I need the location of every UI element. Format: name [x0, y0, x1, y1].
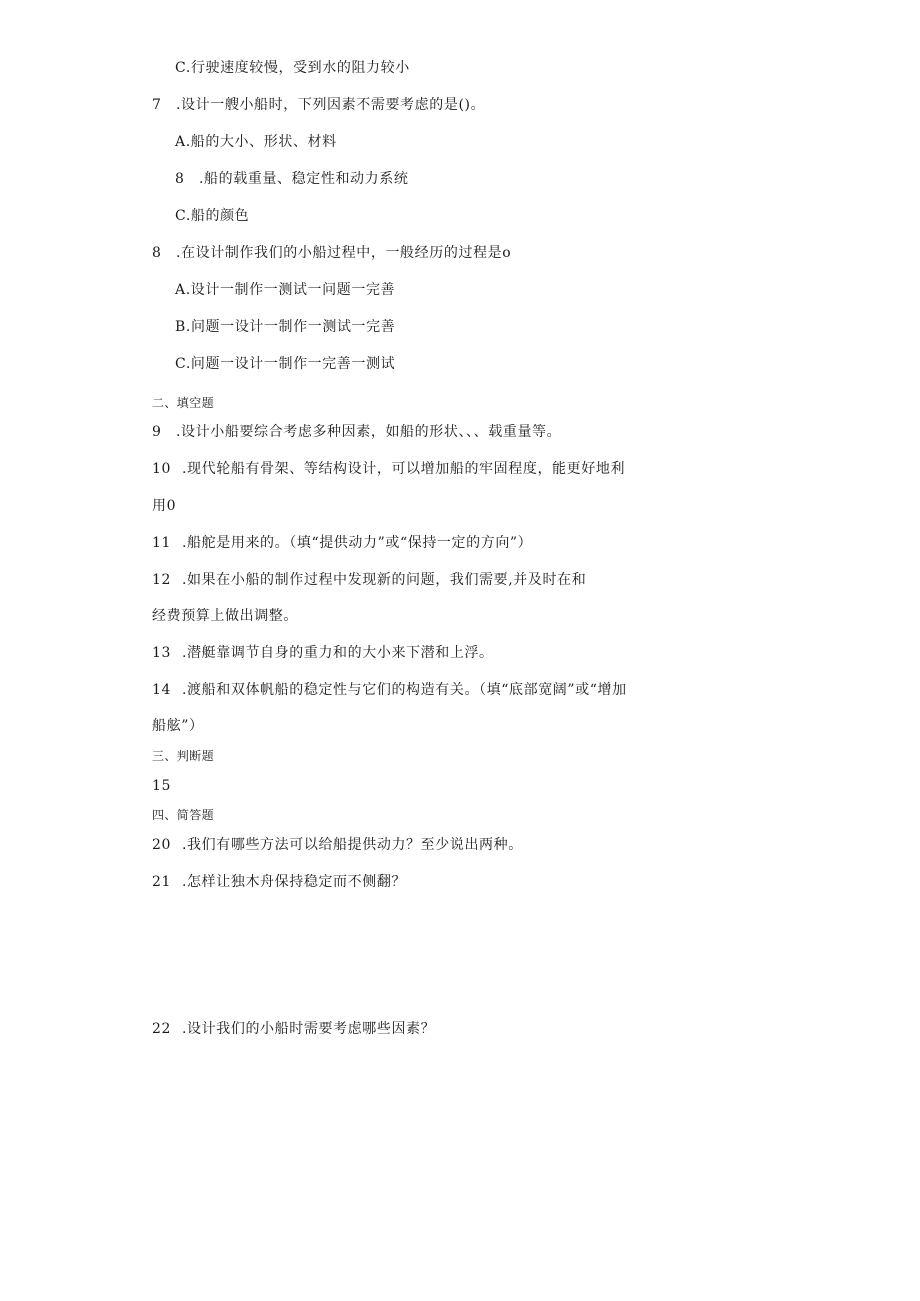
question-11-text: .船舵是用来的。（填“提供动力”或“保持一定的方向”） — [182, 535, 533, 551]
question-14 — [152, 680, 627, 700]
question-10-text: .现代轮船有骨架、等结构设计，可以增加船的牢固程度，能更好地利 — [182, 461, 626, 477]
question-7-text: .设计一艘小船时，下列因素不需要考虑的是()。 — [176, 97, 486, 113]
question-9-text: .设计小船要综合考虑多种因素，如船的形状、、、载重量等。 — [176, 424, 562, 440]
question-22-number: 22 — [152, 1021, 172, 1037]
q7-option-c — [175, 206, 249, 226]
q7-option-a-text: A.船的大小、形状、材料 — [175, 134, 337, 150]
q8-option-b — [175, 317, 395, 337]
question-12-number: 12 — [152, 572, 172, 588]
question-9 — [152, 422, 561, 442]
question-14-number: 14 — [152, 682, 172, 698]
question-11 — [152, 533, 532, 553]
q7-option-b — [175, 169, 408, 189]
question-13-number: 13 — [152, 645, 172, 661]
question-20-number: 20 — [152, 837, 172, 853]
question-11-number: 11 — [152, 535, 172, 551]
question-9-number: 9 — [152, 424, 162, 440]
q6-option-c — [175, 58, 410, 78]
question-22-text: .设计我们的小船时需要考虑哪些因素？ — [182, 1021, 436, 1037]
question-22 — [152, 1019, 435, 1039]
question-21 — [152, 872, 406, 892]
question-13-text: .潜艇靠调节自身的重力和的大小来下潜和上浮。 — [182, 645, 494, 661]
question-8-number: 8 — [152, 245, 162, 261]
question-20-text: .我们有哪些方法可以给船提供动力？至少说出两种。 — [182, 837, 523, 853]
question-12 — [152, 570, 586, 590]
section-3-heading: 三、判断题 — [152, 749, 215, 763]
question-8-text: .在设计制作我们的小船过程中，一般经历的过程是o — [176, 245, 512, 261]
question-7 — [152, 95, 485, 115]
q7-option-a — [175, 132, 337, 152]
question-10-continuation: 用0 — [152, 498, 177, 514]
question-13 — [152, 643, 494, 663]
q8-option-b-text: B.问题一设计一制作一测试一完善 — [175, 319, 396, 335]
q8-option-a-text: A.设计一制作一测试一问题一完善 — [175, 282, 396, 298]
question-12-continuation: 经费预算上做出调整。 — [152, 608, 298, 624]
question-10 — [152, 459, 625, 479]
section-4-heading: 四、简答题 — [152, 808, 215, 822]
question-12-text: .如果在小船的制作过程中发现新的问题，我们需要,并及时在和 — [182, 572, 587, 588]
question-10-number: 10 — [152, 461, 172, 477]
question-14-continuation: 船舷”） — [152, 718, 204, 734]
question-21-text: .怎样让独木舟保持稳定而不侧翻？ — [182, 874, 407, 890]
q8-option-a — [175, 280, 395, 300]
question-8 — [152, 243, 511, 263]
section-2-heading: 二、填空题 — [152, 396, 215, 410]
q6-option-c-text: C.行驶速度较慢，受到水的阻力较小 — [175, 60, 410, 76]
q7-option-c-text: C.船的颜色 — [175, 208, 250, 224]
question-21-number: 21 — [152, 874, 172, 890]
q8-option-c — [175, 354, 395, 374]
question-15-number: 15 — [152, 778, 172, 794]
question-7-number: 7 — [152, 97, 162, 113]
question-20 — [152, 835, 523, 855]
q8-option-c-text: C.问题一设计一制作一完善一测试 — [175, 356, 396, 372]
q7-option-b-number: 8 — [175, 171, 185, 187]
question-14-text: .渡船和双体帆船的稳定性与它们的构造有关。（填“底部宽阔”或“增加 — [182, 682, 627, 698]
q7-option-b-text: .船的载重量、稳定性和动力系统 — [199, 171, 409, 187]
